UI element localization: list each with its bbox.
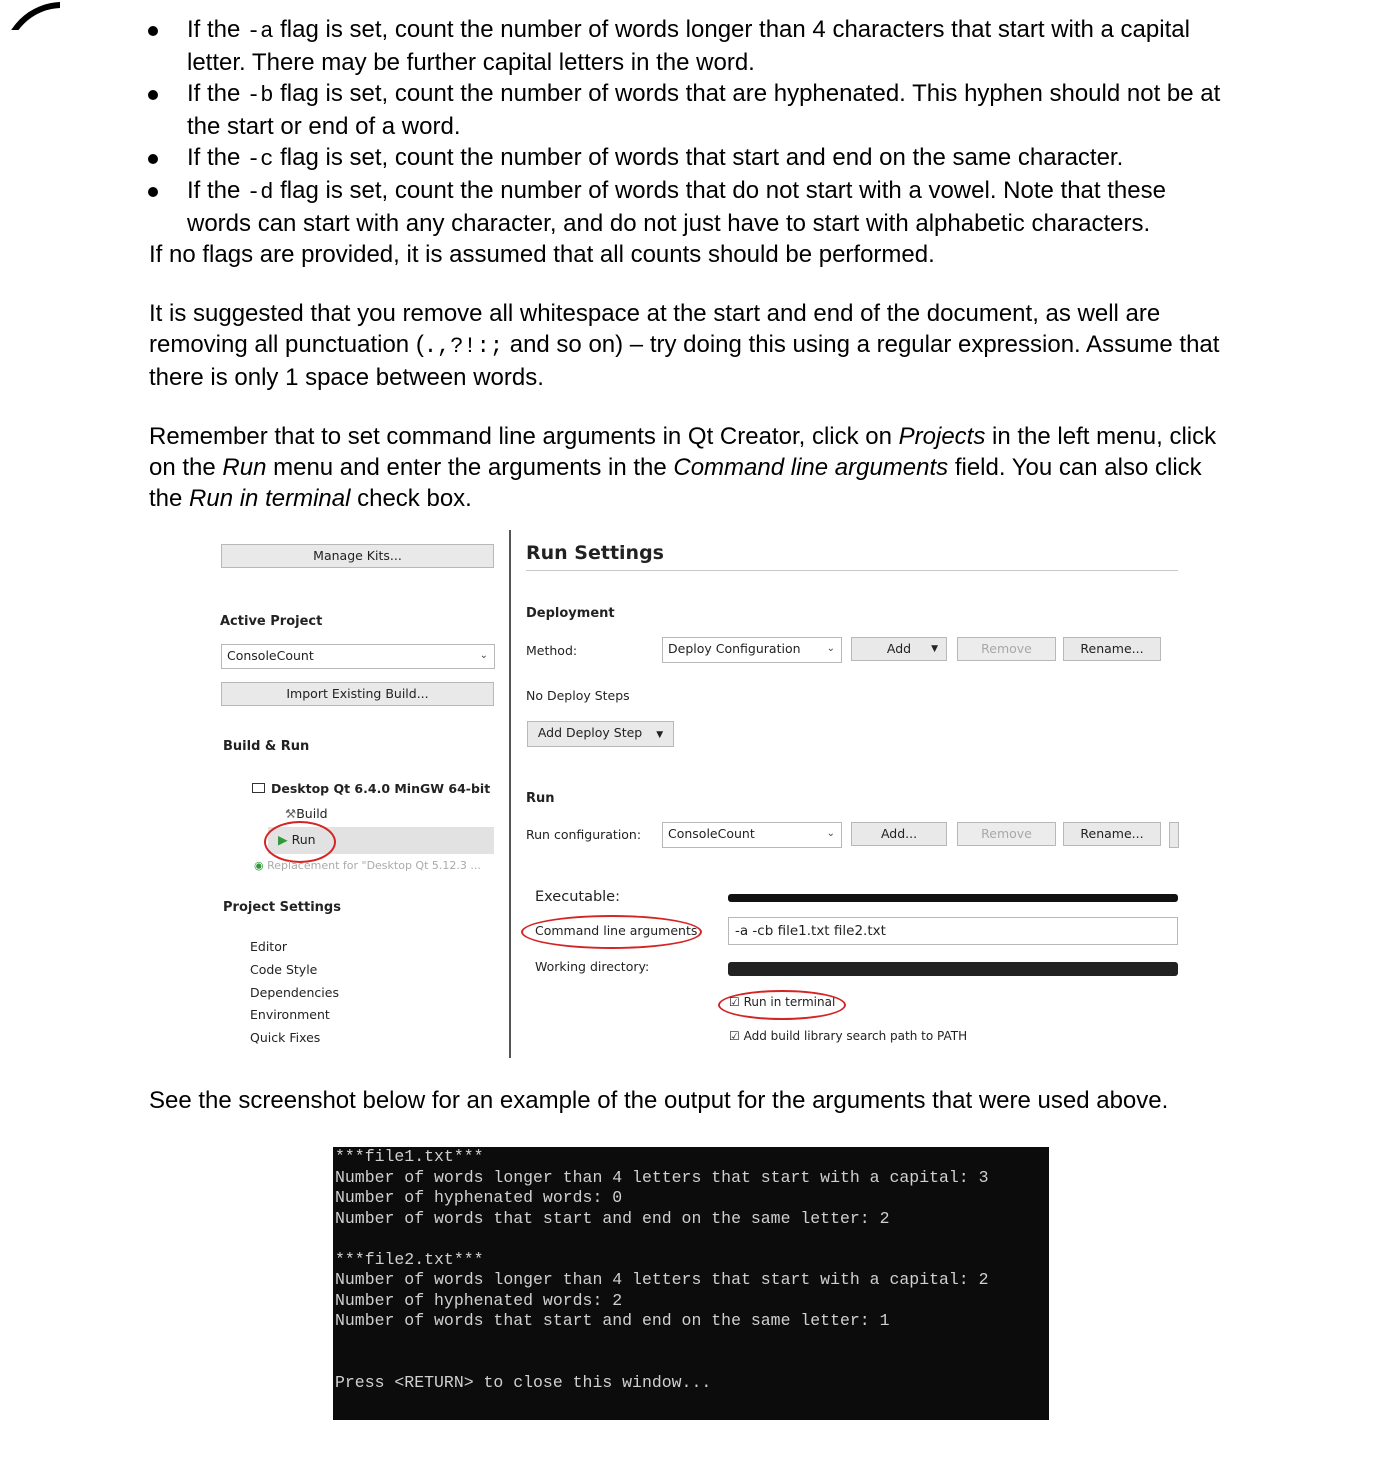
suggest-paragraph: It is suggested that you remove all whitespace at the start and end of the document, as well are removing all punctuation (.,?!:; and so on) – try doing this using a regular expression. Assume that there is only 1 space between words. xyxy=(149,300,1220,391)
active-project-heading: Active Project xyxy=(220,614,323,629)
flag-code: -b xyxy=(247,83,274,108)
console-line: ***file2.txt*** xyxy=(335,1249,484,1269)
bullet-item-a: If the -a flag is set, count the number of words longer than 4 characters that start with a capital letter. There may be further capital letters in the word. xyxy=(149,14,1231,78)
deploy-config-combo[interactable]: Deploy Configuration ⌄ xyxy=(662,637,842,663)
bullet-item-c: If the -c flag is set, count the number of words that start and end on the same character. xyxy=(149,142,1231,175)
run-config-combo[interactable]: ConsoleCount ⌄ xyxy=(662,822,842,848)
dropdown-arrow-icon: ▼ xyxy=(931,644,938,654)
monitor-icon xyxy=(252,783,265,793)
remember-paragraph: Remember that to set command line arguments in Qt Creator, click on Projects in the left menu, click on the Run menu and enter the arguments in the Command line arguments field. You can also click the Run in terminal check box. xyxy=(149,423,1217,512)
play-icon: ▶ xyxy=(278,832,288,847)
cmd-args-highlight-circle xyxy=(521,915,702,949)
console-output-window xyxy=(333,1147,1049,1420)
console-line: Number of hyphenated words: 0 xyxy=(335,1188,623,1207)
add-run-config-button[interactable]: Add... xyxy=(851,822,947,846)
hammer-icon: ⚒ xyxy=(285,806,297,821)
flag-code: -a xyxy=(247,19,274,44)
settings-item-quick-fixes[interactable]: Quick Fixes xyxy=(250,1030,321,1045)
build-run-heading: Build & Run xyxy=(223,739,310,754)
redacted-executable-path xyxy=(728,894,1178,902)
run-highlight-circle xyxy=(264,821,336,863)
console-caption: See the screenshot below for an example of the output for the arguments that were used above. xyxy=(149,1087,1169,1114)
settings-item-dependencies[interactable]: Dependencies xyxy=(250,985,339,1000)
flag-code: -d xyxy=(247,180,274,205)
bullet-item-b: If the -b flag is set, count the number of words that are hyphenated. This hyphen should not be at the start or end of a word. xyxy=(149,78,1231,142)
kit-item[interactable]: Desktop Qt 6.4.0 MinGW 64-bit xyxy=(252,781,490,796)
punctuation-code: .,?!:; xyxy=(423,334,504,359)
add-build-lib-checkbox[interactable]: ☑ Add build library search path to PATH xyxy=(729,1029,968,1043)
manage-kits-button[interactable]: Manage Kits... xyxy=(221,544,494,568)
settings-item-environment[interactable]: Environment xyxy=(250,1007,330,1022)
run-in-terminal-checkbox[interactable]: ☑ Run in terminal xyxy=(729,995,836,1009)
qt-creator-screenshot xyxy=(210,525,1185,1060)
build-item[interactable]: ⚒Build xyxy=(285,806,328,821)
bullet-item-d: If the -d flag is set, count the number of words that do not start with a vowel. Note that these words can start with any character, and do not just have to start with alphabetic characters. xyxy=(149,175,1231,239)
console-line: Number of words that start and end on the same letter: 2 xyxy=(335,1208,890,1228)
chevron-down-icon: ⌄ xyxy=(826,643,835,654)
page-corner-decoration xyxy=(0,0,60,30)
working-dir-label: Working directory: xyxy=(535,959,650,974)
rename-deploy-config-button[interactable]: Rename... xyxy=(1063,637,1161,661)
import-build-button[interactable]: Import Existing Build... xyxy=(221,682,494,706)
redacted-working-directory xyxy=(728,962,1178,976)
replacement-item[interactable]: ◉ Replacement for "Desktop Qt 5.12.3 ... xyxy=(254,859,481,872)
run-heading: Run xyxy=(526,791,555,806)
console-line: Press <RETURN> to close this window... xyxy=(335,1372,712,1392)
add-deploy-step-button[interactable]: Add Deploy Step ▼ xyxy=(527,721,674,747)
document-body xyxy=(149,14,1231,514)
run-item[interactable]: ▶ Run xyxy=(278,832,316,847)
remove-deploy-config-button[interactable]: Remove xyxy=(957,637,1056,661)
dropdown-arrow-icon: ▼ xyxy=(656,730,664,740)
overflow-button[interactable] xyxy=(1169,822,1179,848)
remove-run-config-button[interactable]: Remove xyxy=(957,822,1056,846)
project-combo[interactable]: ConsoleCount ⌄ xyxy=(221,644,495,669)
deployment-heading: Deployment xyxy=(526,606,615,621)
executable-label: Executable: xyxy=(535,889,620,905)
project-settings-heading: Project Settings xyxy=(223,900,341,915)
add-circle-icon: ◉ xyxy=(254,859,264,872)
console-line: Number of words longer than 4 letters that start with a capital: 2 xyxy=(335,1270,989,1289)
no-deploy-steps-label: No Deploy Steps xyxy=(526,688,630,703)
no-flags-paragraph: If no flags are provided, it is assumed that all counts should be performed. xyxy=(149,241,935,268)
add-deploy-config-button[interactable]: Add ▼ xyxy=(851,637,947,661)
settings-item-editor[interactable]: Editor xyxy=(250,939,287,954)
console-line: ***file1.txt*** xyxy=(335,1147,484,1166)
checkbox-checked-icon: ☑ xyxy=(729,995,740,1009)
rename-run-config-button[interactable]: Rename... xyxy=(1063,822,1161,846)
run-config-label: Run configuration: xyxy=(526,827,642,842)
panel-divider xyxy=(509,530,511,1058)
cmd-args-label: Command line arguments: xyxy=(535,923,702,938)
flag-code: -c xyxy=(247,147,274,172)
cmd-args-input[interactable]: -a -cb file1.txt file2.txt xyxy=(728,917,1178,945)
console-line: Number of words that start and end on the same letter: 1 xyxy=(335,1311,890,1330)
chevron-down-icon: ⌄ xyxy=(479,650,488,661)
console-line: Number of words longer than 4 letters that start with a capital: 3 xyxy=(335,1167,989,1187)
console-line: Number of hyphenated words: 2 xyxy=(335,1290,623,1310)
run-in-terminal-highlight-circle xyxy=(718,990,846,1020)
title-underline xyxy=(526,570,1178,571)
chevron-down-icon: ⌄ xyxy=(826,828,835,839)
flag-list xyxy=(149,14,1231,239)
checkbox-checked-icon: ☑ xyxy=(729,1029,740,1043)
method-label: Method: xyxy=(526,643,578,658)
run-settings-title: Run Settings xyxy=(526,542,664,564)
settings-item-code-style[interactable]: Code Style xyxy=(250,962,318,977)
